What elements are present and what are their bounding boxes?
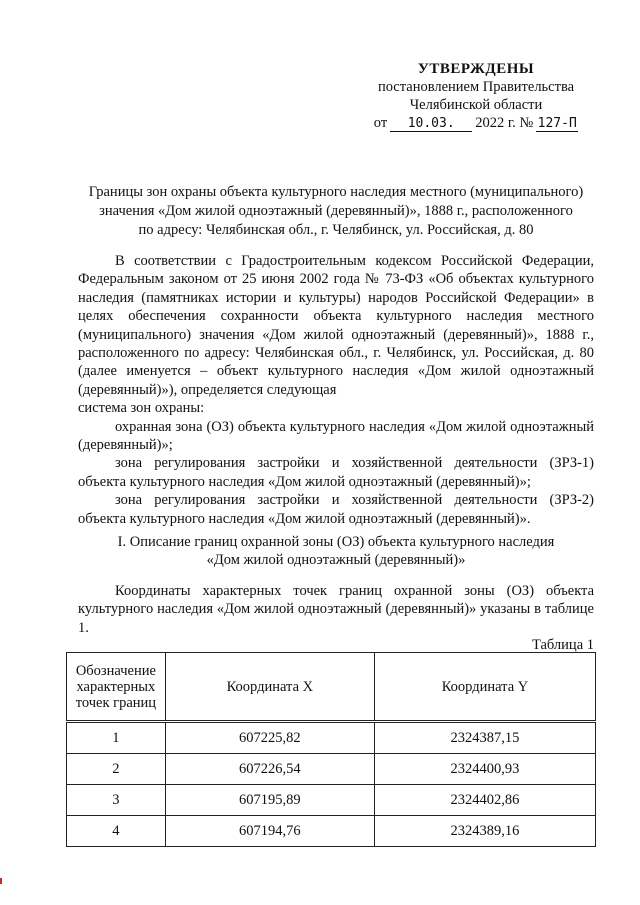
- cell-point: 2: [67, 754, 166, 785]
- cell-y: 2324402,86: [374, 785, 595, 816]
- zone-item-3: зона регулирования застройки и хозяйственной деятельности (ЗРЗ-2) объекта культурного наследия «Дом жилой одноэтажный (деревянный)».: [78, 492, 594, 527]
- section-title-line-1: I. Описание границ охранной зоны (ОЗ) объекта культурного наследия: [117, 534, 555, 550]
- date-prefix: от: [373, 115, 388, 131]
- cell-point: 4: [67, 816, 166, 847]
- section-title: [78, 533, 594, 569]
- approval-date-line: [352, 114, 600, 132]
- zone-item-2: зона регулирования застройки и хозяйственной деятельности (ЗРЗ-1) объекта культурного наследия «Дом жилой одноэтажный (деревянный)»;: [78, 455, 594, 490]
- table-row: [67, 722, 596, 754]
- table-header-row: [67, 653, 596, 722]
- cell-y: 2324389,16: [374, 816, 595, 847]
- system-line: система зон охраны:: [78, 400, 205, 417]
- document-title: [70, 183, 602, 240]
- cell-point: 1: [67, 722, 166, 754]
- resolution-number: 127-П: [537, 116, 577, 131]
- cell-x: 607225,82: [165, 722, 374, 754]
- approval-line-2: Челябинской области: [409, 97, 543, 113]
- cell-x: 607194,76: [165, 816, 374, 847]
- approval-stamp: [352, 60, 600, 132]
- coordinates-paragraph: Координаты характерных точек границ охранной зоны (ОЗ) объекта культурного наследия «Дом жилой одноэтажный (деревянный)» указаны в таблице 1.: [78, 583, 594, 636]
- cell-point: 3: [67, 785, 166, 816]
- header-coordinate-x: Координата X: [165, 653, 374, 722]
- header-point-designation: Обозначение характерных точек границ: [67, 653, 166, 722]
- coordinates-text: [78, 582, 594, 637]
- cell-y: 2324387,15: [374, 722, 595, 754]
- scan-edge-mark: [0, 878, 2, 884]
- coordinates-table: [66, 652, 596, 847]
- document-title-line-1: Границы зон охраны объекта культурного наследия местного (муниципального): [88, 184, 584, 200]
- section-title-line-2: «Дом жилой одноэтажный (деревянный)»: [206, 552, 466, 568]
- intro-paragraph: В соответствии с Градостроительным кодексом Российской Федерации, Федеральным законом от 25 июня 2002 года № 73-ФЗ «Об объектах культурного наследия (памятниках истории и культуры) народов Российской Федерации» в целях обеспечения сохранности объекта культурного наследия местного (муниципального) значения «Дом жилой одноэтажный (деревянный)», 1888 г., расположенного по адресу: Челябинская обл., г. Челябинск, ул. Российская, д. 80 (далее именуется – объект культурного наследия «Дом жилой одноэтажный (деревянный)»), определяется следующая: [78, 253, 594, 398]
- year-text: 2022 г. №: [475, 115, 534, 131]
- approval-title: УТВЕРЖДЕНЫ: [417, 61, 535, 77]
- approval-line-1: постановлением Правительства: [377, 79, 575, 95]
- cell-y: 2324400,93: [374, 754, 595, 785]
- cell-x: 607195,89: [165, 785, 374, 816]
- body-text: [78, 252, 594, 528]
- table-caption: Таблица 1: [531, 637, 594, 653]
- zone-item-1: охранная зона (ОЗ) объекта культурного наследия «Дом жилой одноэтажный (деревянный)»;: [78, 418, 594, 454]
- table-row: [67, 754, 596, 785]
- table-row: [67, 816, 596, 847]
- date-value: 10.03.: [390, 116, 472, 132]
- table-row: [67, 785, 596, 816]
- document-title-line-3: по адресу: Челябинская обл., г. Челябинск, ул. Российская, д. 80: [138, 222, 534, 238]
- document-title-line-2: значения «Дом жилой одноэтажный (деревянный)», 1888 г., расположенного: [99, 203, 573, 219]
- header-coordinate-y: Координата Y: [374, 653, 595, 722]
- cell-x: 607226,54: [165, 754, 374, 785]
